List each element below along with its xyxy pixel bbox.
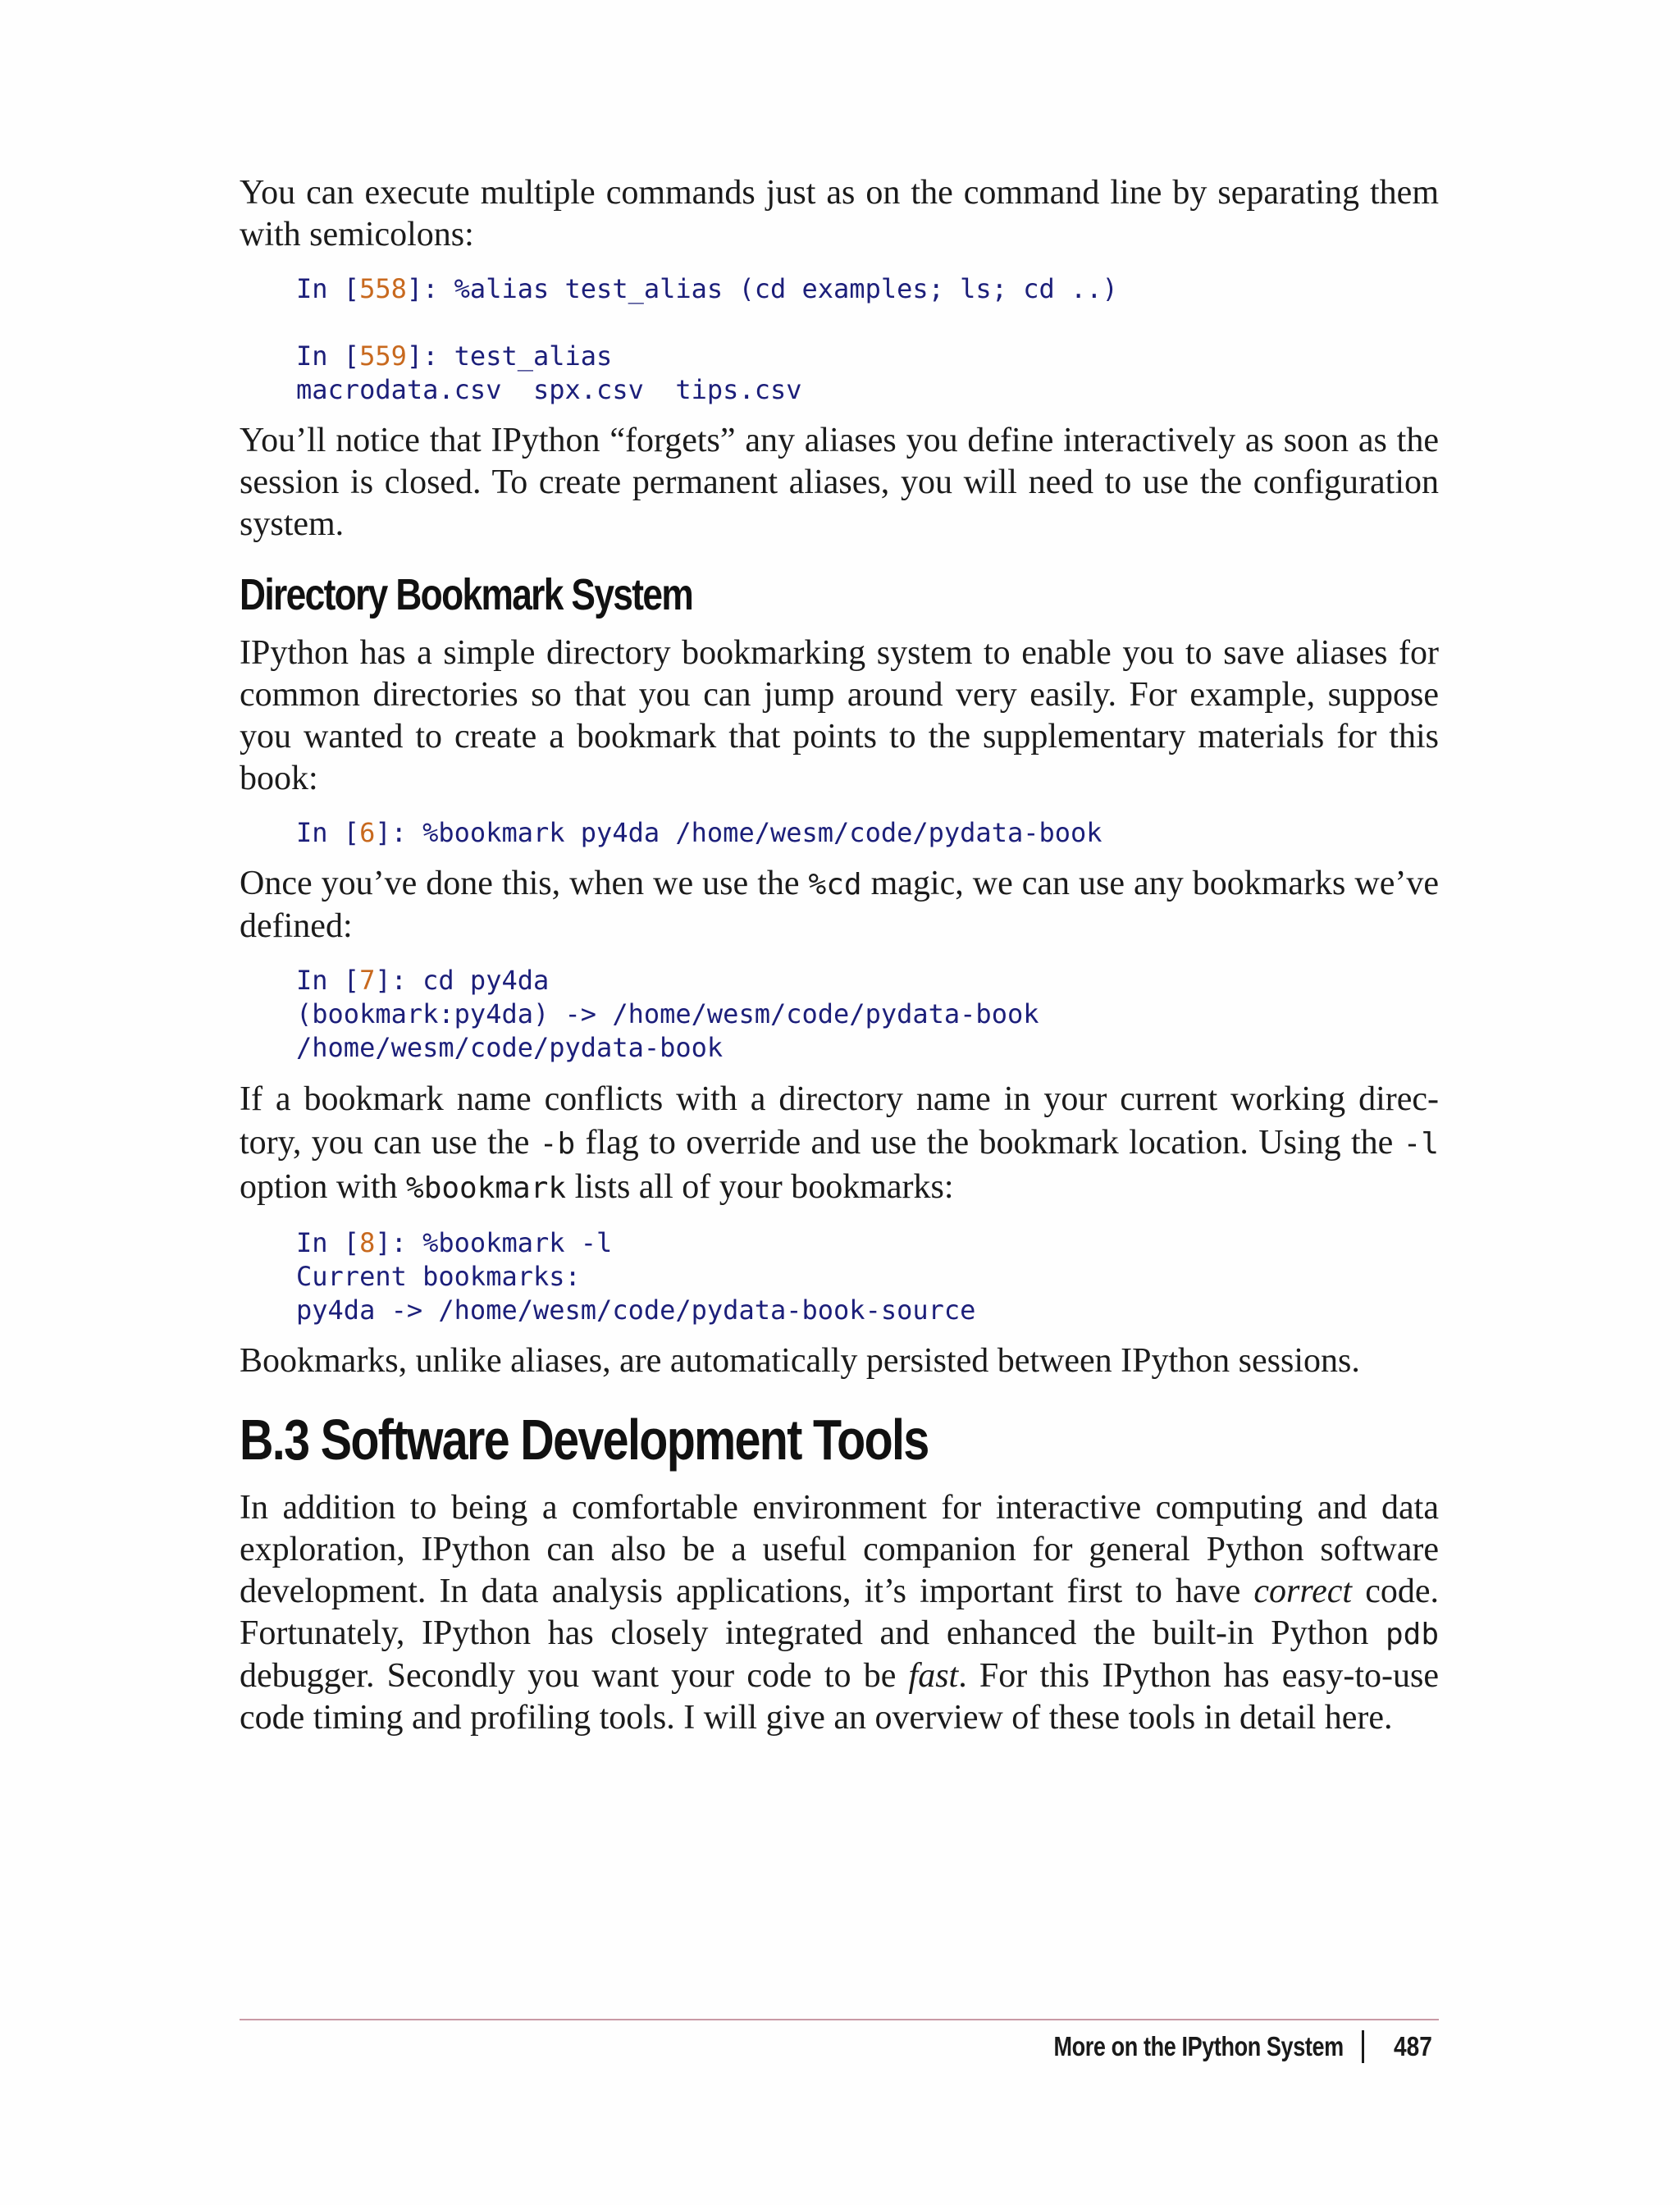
prompt-number: 6: [359, 817, 376, 848]
text-run: In addition to being a comfortable environment for interactive computing and data exploration, IPython can also be a useful companion for general Python software development. In data analysis applications, it’s important first to have: [240, 1489, 1439, 1610]
code-line: In [6]: %bookmark py4da /home/wesm/code/pydata-book: [296, 817, 1102, 848]
prompt-number: 8: [359, 1227, 376, 1258]
paragraph-bookmark-intro: IPython has a simple directory bookmarking system to enable you to save aliases for common directories so that you can jump around very easily. For example, suppose you wanted to create a bookmark that points to the supplementary materials for this book:: [240, 634, 1439, 797]
section-heading-software-dev: B.3 Software Development Tools: [240, 1408, 929, 1472]
code-output-line: /home/wesm/code/pydata-book: [296, 1032, 724, 1063]
code-command: cd py4da: [422, 965, 550, 996]
emphasis: fast: [908, 1657, 959, 1695]
code-command: %bookmark -l: [422, 1227, 613, 1258]
paragraph-forgets-aliases: You’ll notice that IPython “forgets” any aliases you define interactively as soon as the session is closed. To create permanent aliases, you will need to use the configuration system.: [240, 422, 1439, 543]
paragraph-software-dev: [240, 1487, 1439, 1739]
text-run: Once you’ve done this, when we use the: [240, 865, 809, 902]
page-footer: [990, 2026, 1439, 2067]
text-run: debugger. Secondly you want your code to be: [240, 1657, 909, 1695]
text-run: option with: [240, 1168, 407, 1206]
code-blank-line: [296, 306, 1439, 340]
section-heading-directory-bookmark: Directory Bookmark System: [240, 570, 693, 619]
paragraph-cd-magic: [240, 863, 1439, 947]
paragraph-bookmark-conflict: [240, 1078, 1439, 1210]
inline-code: -b: [539, 1127, 576, 1161]
page-content: [240, 172, 1439, 1739]
code-line: In [7]: cd py4da: [296, 965, 550, 996]
prompt-number: 559: [359, 340, 407, 372]
text-run: flag to override and use the bookmark location. Using the: [575, 1124, 1404, 1162]
code-output-line: py4da -> /home/wesm/code/pydata-book-source: [296, 1294, 976, 1326]
heading-wrap: [240, 1407, 1439, 1472]
footer-separator: [1362, 2030, 1364, 2063]
code-line: In [8]: %bookmark -l: [296, 1227, 613, 1258]
text-run: If a bookmark name conflicts with a directory name in your current working direc‐tory, you can use the: [240, 1080, 1439, 1162]
inline-code: %cd: [808, 868, 862, 902]
code-output-line: macrodata.csv spx.csv tips.csv: [296, 374, 802, 405]
text-run: code. Fortunately, IPython has closely integrated and enhanced the built-in Python: [240, 1573, 1439, 1652]
paragraph-semicolons: You can execute multiple commands just as on the command line by separating them with semicolons:: [240, 174, 1439, 253]
code-line: In [559]: test_alias: [296, 340, 613, 372]
code-output-line: Current bookmarks:: [296, 1261, 581, 1292]
footer-rule: [240, 2019, 1439, 2020]
prompt-number: 558: [359, 273, 407, 304]
text-run: lists all of your bookmarks:: [566, 1168, 954, 1206]
emphasis: correct: [1253, 1573, 1353, 1610]
code-block-alias: [296, 272, 1439, 407]
code-block-cd: [296, 964, 1439, 1065]
page-number: 487: [1393, 2031, 1432, 2061]
footer-chapter-title: More on the IPython System: [1053, 2031, 1344, 2061]
code-command: %alias test_alias (cd examples; ls; cd ..): [454, 273, 1118, 304]
inline-code: %bookmark: [406, 1171, 567, 1205]
prompt-number: 7: [359, 965, 376, 996]
code-command: test_alias: [454, 340, 613, 372]
code-block-bookmark-list: [296, 1226, 1439, 1327]
code-command: %bookmark py4da /home/wesm/code/pydata-book: [422, 817, 1102, 848]
inline-code: -l: [1403, 1127, 1439, 1161]
text-run: magic, we can use any bookmarks we’ve defined:: [240, 865, 1439, 945]
code-block-bookmark: [296, 816, 1439, 850]
paragraph-bookmarks-persisted: Bookmarks, unlike aliases, are automatically persisted between IPython sessions.: [240, 1342, 1360, 1380]
code-line: In [558]: %alias test_alias (cd examples; ls; cd ..): [296, 273, 1118, 304]
heading-wrap: [240, 570, 1439, 619]
text-run: . For this IPython has easy-to-use code timing and profiling tools. I will give an overview of these tools in detail here.: [240, 1657, 1439, 1737]
inline-code: pdb: [1385, 1618, 1439, 1651]
code-output-line: (bookmark:py4da) -> /home/wesm/code/pydata-book: [296, 998, 1039, 1029]
